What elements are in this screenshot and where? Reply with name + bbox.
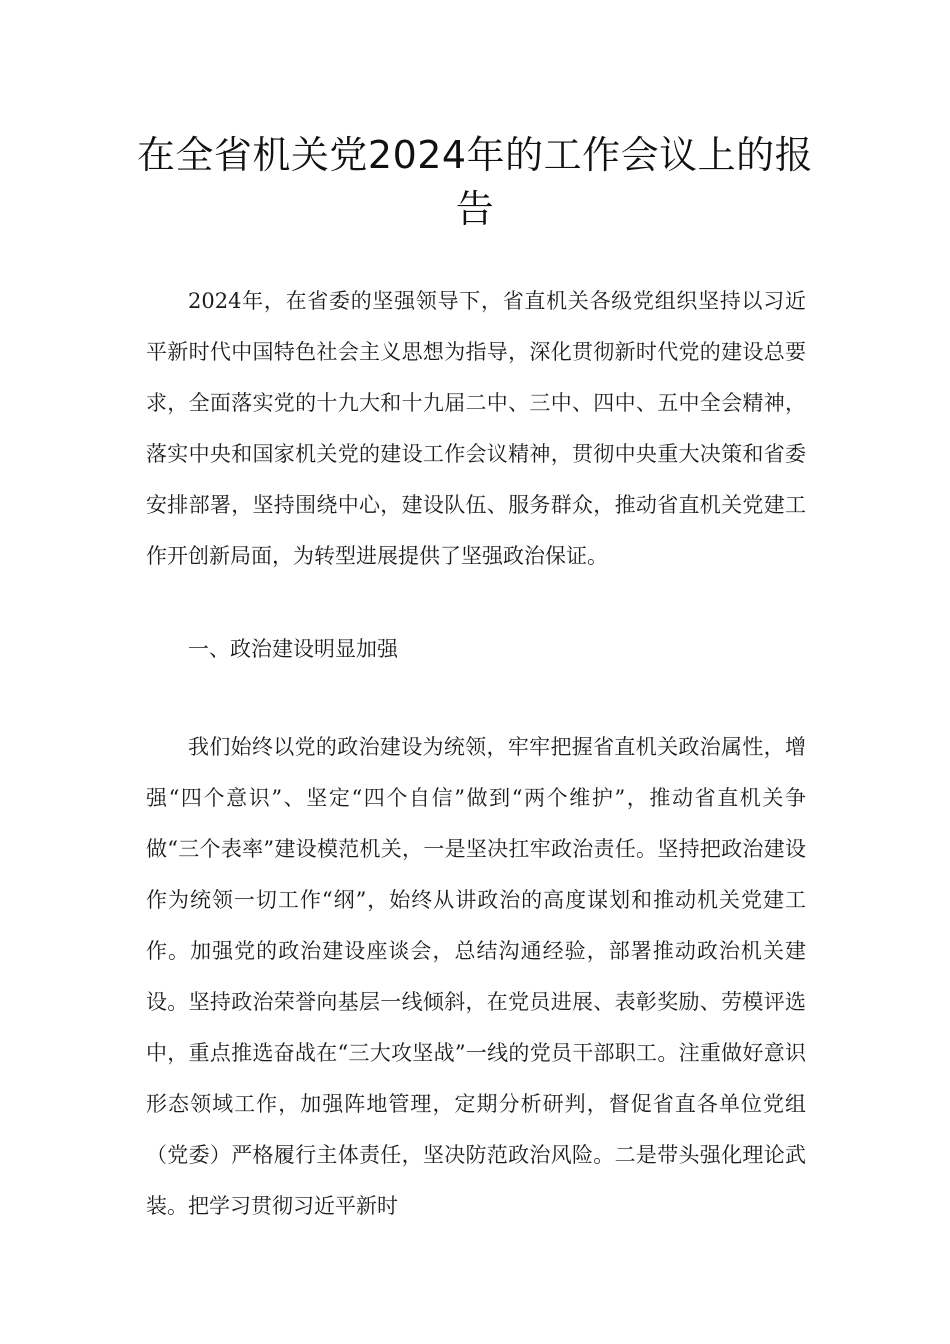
document-title: 在全省机关党2024年的工作会议上的报告: [136, 133, 814, 231]
section-heading: 一、政治建设明显加强: [188, 637, 398, 661]
body-paragraph: 我们始终以党的政治建设为统领，牢牢把握省直机关政治属性，增强“四个意识”、坚定“四个自信”做到“两个维护”，推动省直机关争做“三个表率”建设模范机关，一是坚决扛牢政治责任。坚持把政治建设作为统领一切工作“纲”，始终从讲政治的高度谋划和推动机关党建工作。加强党的政治建设座谈会，总结沟通经验，部署推动政治机关建设。坚持政治荣誉向基层一线倾斜，在党员进展、表彰奖励、劳模评选中，重点推选奋战在“三大攻坚战”一线的党员干部职工。注重做好意识形态领域工作，加强阵地管理，定期分析研判，督促省直各单位党组（党委）严格履行主体责任，坚决防范政治风险。二是带头强化理论武装。把学习贯彻习近平新时: [146, 735, 806, 1218]
intro-paragraph: 2024年，在省委的坚强领导下，省直机关各级党组织坚持以习近平新时代中国特色社会主义思想为指导，深化贯彻新时代党的建设总要求，全面落实党的十九大和十九届二中、三中、四中、五中全会精神，落实中央和国家机关党的建设工作会议精神，贯彻中央重大决策和省委安排部署，坚持围绕中心，建设队伍、服务群众，推动省直机关党建工作开创新局面，为转型进展提供了坚强政治保证。: [146, 289, 806, 568]
